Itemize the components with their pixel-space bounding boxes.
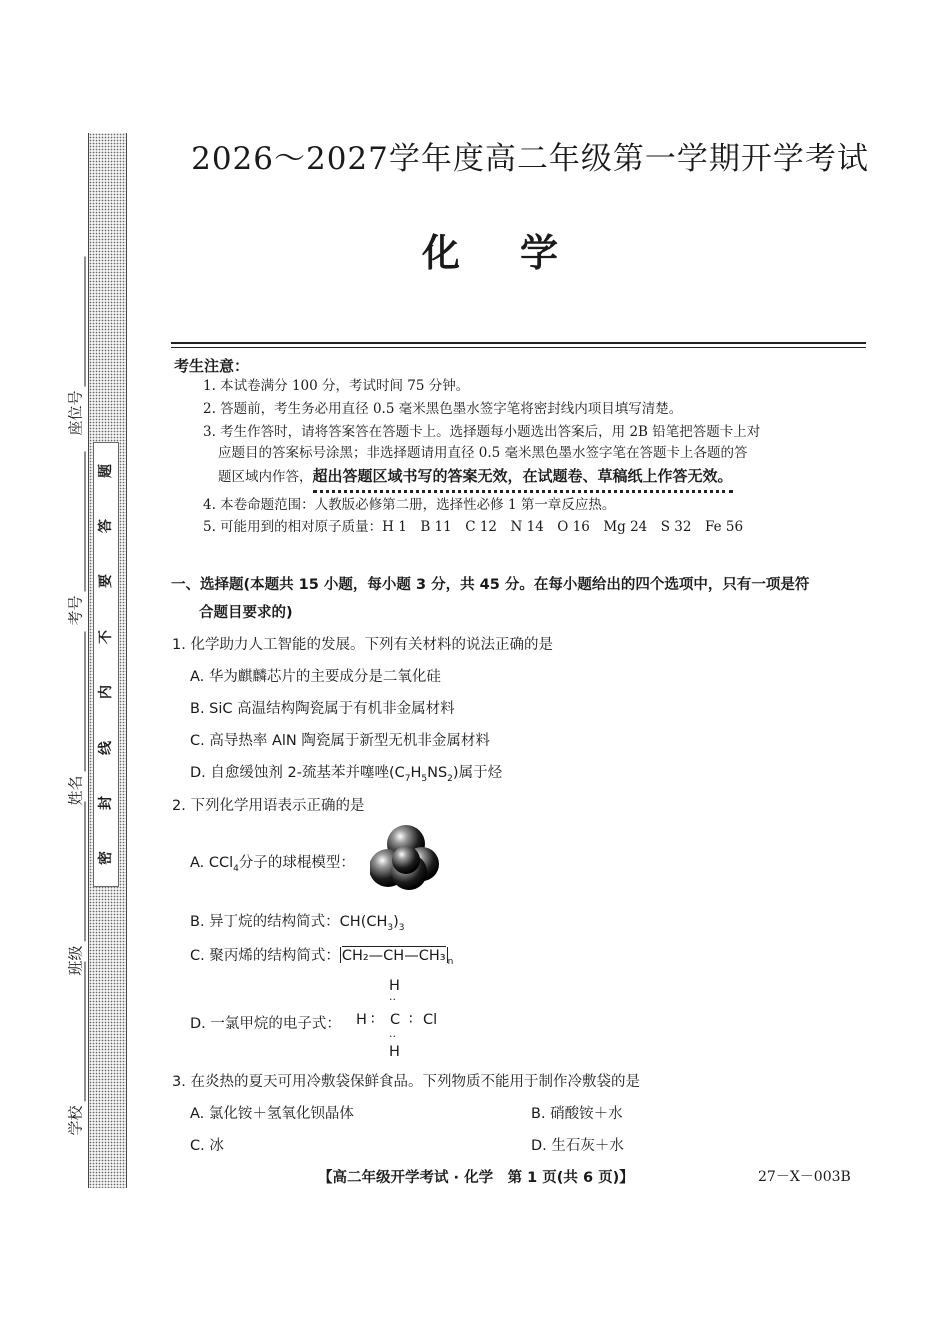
bracket-left	[340, 947, 341, 963]
name-blank[interactable]	[71, 631, 86, 771]
q2-option-c	[190, 944, 453, 967]
q3-option-a: A. 氯化铵＋氢氧化钡晶体	[190, 1106, 354, 1122]
notice-item-emphasis-line	[218, 466, 878, 488]
exam-no-label: 考号	[66, 595, 85, 626]
q1-option-a: A. 华为麒麟芯片的主要成分是二氧化硅	[190, 669, 441, 685]
section-heading-line1: 一、选择题(本题共 15 小题，每小题 3 分，共 45 分。在每小题给出的四个选项中，只有一项是符	[171, 577, 810, 593]
q2-b-text: )	[393, 914, 399, 930]
notice-item: 1. 本试卷满分 100 分，考试时间 75 分钟。	[203, 378, 470, 394]
section-heading-line2: 合题目要求的)	[199, 605, 293, 621]
q1-stem: 1. 化学助力人工智能的发展。下列有关材料的说法正确的是	[172, 637, 553, 653]
atom-sphere-center	[392, 846, 420, 874]
notice-item: 应题目的答案标号涂黑；非选择题请用直径 0.5 毫米黑色墨水签字笔在答题卡上各题的答	[218, 445, 748, 461]
q2-option-d: D. 一氯甲烷的电子式：	[190, 1016, 341, 1032]
q3-option-d: D. 生石灰＋水	[531, 1138, 624, 1154]
q3-option-b: B. 硝酸铵＋水	[531, 1106, 623, 1122]
seat-blank[interactable]	[71, 256, 86, 386]
exam-no-blank[interactable]	[71, 451, 86, 591]
seat-label: 座位号	[66, 390, 85, 436]
notice-item: 2. 答题前，考生务必用直径 0.5 毫米黑色墨水签字笔将密封线内项目填写清楚。	[203, 401, 683, 417]
subscript: n	[447, 956, 454, 967]
q3-option-c: C. 冰	[190, 1138, 224, 1154]
subscript: 5	[421, 773, 428, 784]
name-label: 姓名	[66, 775, 85, 806]
q2-a-text: A. CCl	[190, 855, 234, 871]
q1-option-d	[190, 761, 502, 784]
school-blank[interactable]	[71, 961, 86, 1101]
ccl4-ball-model-image	[370, 822, 440, 894]
seal-char: 密	[98, 851, 114, 866]
paper-code: 27－X－003B	[758, 1169, 851, 1185]
atom-h-top: H	[389, 978, 400, 994]
q2-a-text: 分子的球棍模型：	[238, 855, 355, 871]
notice-item: 3. 考生作答时，请将答案答在答题卡上。选择题每小题选出答案后，用 2B 铅笔把答题卡上对	[203, 424, 761, 440]
notice-emphasis: 超出答题区域书写的答案无效，在试题卷、草稿纸上作答无效。	[313, 467, 733, 493]
seal-char: 要	[98, 574, 114, 589]
seal-char: 内	[98, 685, 114, 700]
q1-option-b: B. SiC 高温结构陶瓷属于有机非金属材料	[190, 701, 455, 717]
seal-char: 不	[98, 629, 114, 644]
exam-no-field[interactable]	[65, 436, 86, 626]
electron-pair-bottom: ··	[389, 1030, 396, 1043]
q2-option-b	[190, 910, 405, 933]
notice-item-prefix: 题区域内作答，	[218, 469, 313, 485]
electron-pair-left: ∶	[371, 1012, 375, 1028]
polymer-formula: CH₂—CH—CH₃	[341, 948, 446, 964]
class-blank[interactable]	[71, 801, 86, 941]
exam-title: 2026～2027学年度高二年级第一学期开学考试	[191, 141, 869, 177]
q3-stem: 3. 在炎热的夏天可用冷敷袋保鲜食品。下列物质不能用于制作冷敷袋的是	[172, 1074, 640, 1090]
atom-cl: Cl	[423, 1012, 438, 1028]
header-rule-thin	[171, 347, 866, 348]
electron-pair-right: ∶	[409, 1012, 413, 1028]
notice-item: 4. 本卷命题范围：人教版必修第二册，选择性必修 1 第一章反应热。	[203, 497, 616, 513]
page-footer: 【高二年级开学考试 · 化学 第 1 页(共 6 页)】	[318, 1170, 634, 1186]
q2-option-a	[190, 851, 355, 874]
seal-char: 题	[98, 463, 114, 478]
q1-d-text: NS	[427, 765, 448, 781]
school-field[interactable]	[65, 946, 86, 1136]
subscript: 7	[404, 773, 411, 784]
subscript: 3	[398, 922, 405, 933]
class-label: 班级	[66, 945, 85, 976]
q1-d-text: H	[410, 765, 422, 781]
subscript: 2	[447, 773, 453, 784]
q2-c-text: C. 聚丙烯的结构简式：	[190, 948, 340, 964]
atom-h-bottom: H	[389, 1044, 400, 1060]
subscript: 4	[233, 863, 239, 874]
seal-line-label	[93, 442, 119, 887]
notice-item: 5. 可能用到的相对原子质量：H 1 B 11 C 12 N 14 O 16 Mg 24 S 32 Fe 56	[203, 519, 744, 535]
subscript: 3	[387, 922, 394, 933]
atom-h-left: H	[356, 1012, 367, 1028]
electron-pair-top: ··	[389, 993, 396, 1006]
seal-char: 封	[98, 795, 114, 810]
subject-title: 化学	[421, 231, 618, 275]
school-label: 学校	[66, 1105, 85, 1136]
atom-c: C	[390, 1012, 401, 1028]
q2-b-text: B. 异丁烷的结构简式：CH(CH	[190, 914, 388, 930]
header-rule	[171, 342, 866, 344]
notice-title: 考生注意：	[174, 357, 250, 375]
q1-option-c: C. 高导热率 AlN 陶瓷属于新型无机非金属材料	[190, 733, 490, 749]
seal-char: 答	[98, 519, 114, 534]
q1-d-text: D. 自愈缓蚀剂 2-巯基苯并噻唑(C	[190, 765, 405, 781]
q2-stem: 2. 下列化学用语表示正确的是	[172, 798, 365, 814]
seat-field[interactable]	[65, 246, 86, 436]
seal-char: 线	[98, 740, 114, 755]
q1-d-text: )属于烃	[452, 765, 503, 781]
chloromethane-electron-formula	[356, 978, 446, 1062]
name-field[interactable]	[65, 616, 86, 806]
section-heading	[171, 571, 871, 627]
